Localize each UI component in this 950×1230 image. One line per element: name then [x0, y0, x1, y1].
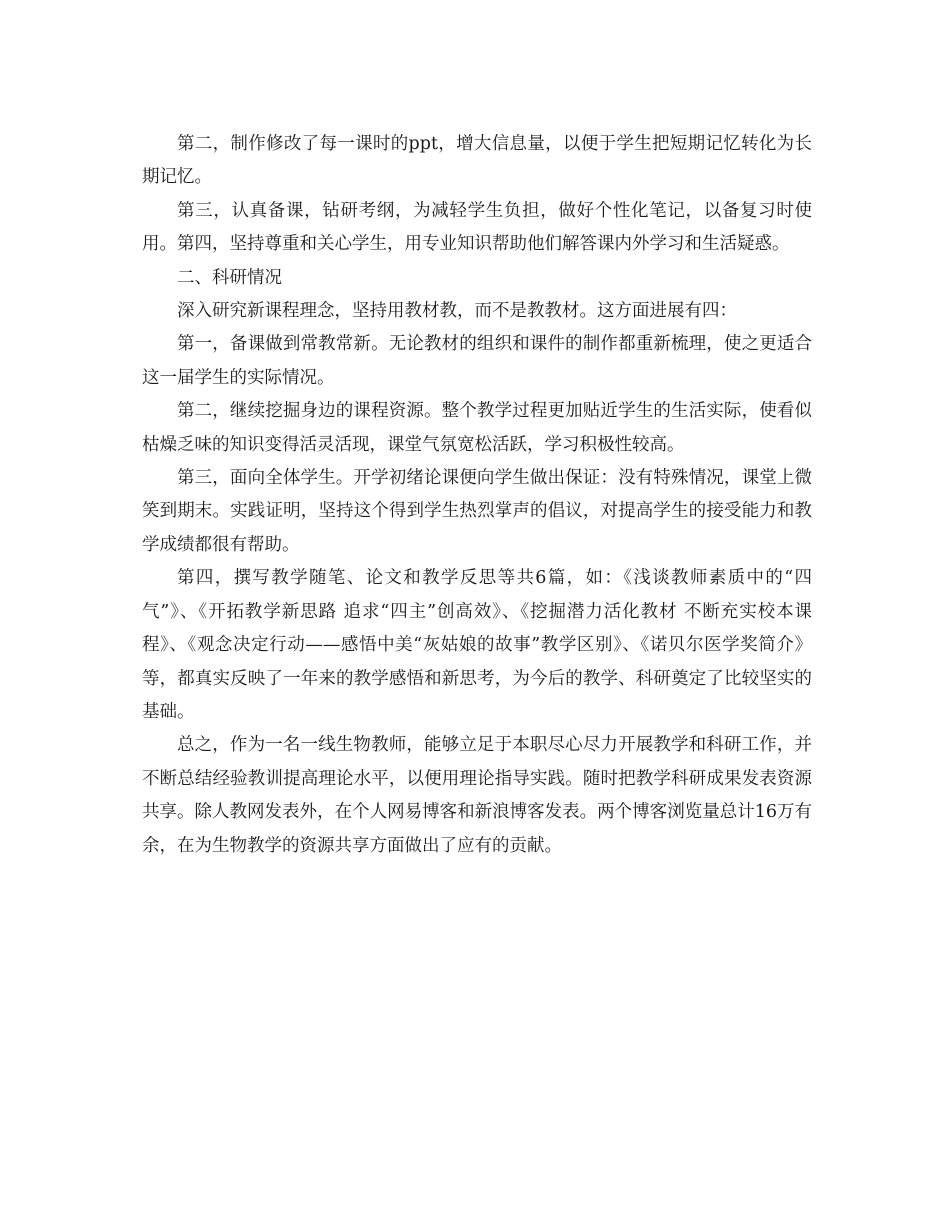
paragraph-research-fourth: 第四，撰写教学随笔、论文和教学反思等共6篇，如：《浅谈教师素质中的“四气”》、《开拓教学新思路 追求“四主”创高效》、《挖掘潜力活化教材 不断充实校本课程》、《观念决定行动——感悟中美“灰姑娘的故事”教学区别》、《诺贝尔医学奖简介》等，都真实反映了一年来的教学感悟和新思考，为今后的教学、科研奠定了比较坚实的基础。: [142, 568, 812, 722]
paragraph-research-second: 第二，继续挖掘身边的课程资源。整个教学过程更加贴近学生的生活实际，使看似枯燥乏味的知识变得活灵活现，课堂气氛宽松活跃，学习积极性较高。: [142, 401, 812, 455]
paragraph-lesson-prep: 第三，认真备课，钻研考纲，为减轻学生负担，做好个性化笔记，以备复习时使用。第四，坚持尊重和关心学生，用专业知识帮助他们解答课内外学习和生活疑惑。: [142, 200, 812, 255]
paragraph-research-third: 第三，面向全体学生。开学初绪论课便向学生做出保证：没有特殊情况，课堂上微笑到期末。实践证明，坚持这个得到学生热烈掌声的倡议，对提高学生的接受能力和教学成绩都很有帮助。: [142, 468, 812, 555]
paragraph-research-first: 第一，备课做到常教常新。无论教材的组织和课件的制作都重新梳理，使之更适合这一届学生的实际情况。: [142, 334, 812, 388]
paragraph-research-intro: 深入研究新课程理念，坚持用教材教，而不是教教材。这方面进展有四：: [177, 301, 737, 322]
section-heading-research: 二、科研情况: [177, 267, 282, 288]
document-body: [142, 128, 812, 863]
paragraph-ppt-revision: 第二，制作修改了每一课时的ppt，增大信息量，以便于学生把短期记忆转化为长期记忆。: [142, 134, 812, 188]
paragraph-summary: 总之，作为一名一线生物教师，能够立足于本职尽心尽力开展教学和科研工作，并不断总结经验教训提高理论水平，以便用理论指导实践。随时把教学科研成果发表资源共享。除人教网发表外，在个人网易博客和新浪博客发表。两个博客浏览量总计16万有余，在为生物教学的资源共享方面做出了应有的贡献。: [142, 735, 812, 856]
